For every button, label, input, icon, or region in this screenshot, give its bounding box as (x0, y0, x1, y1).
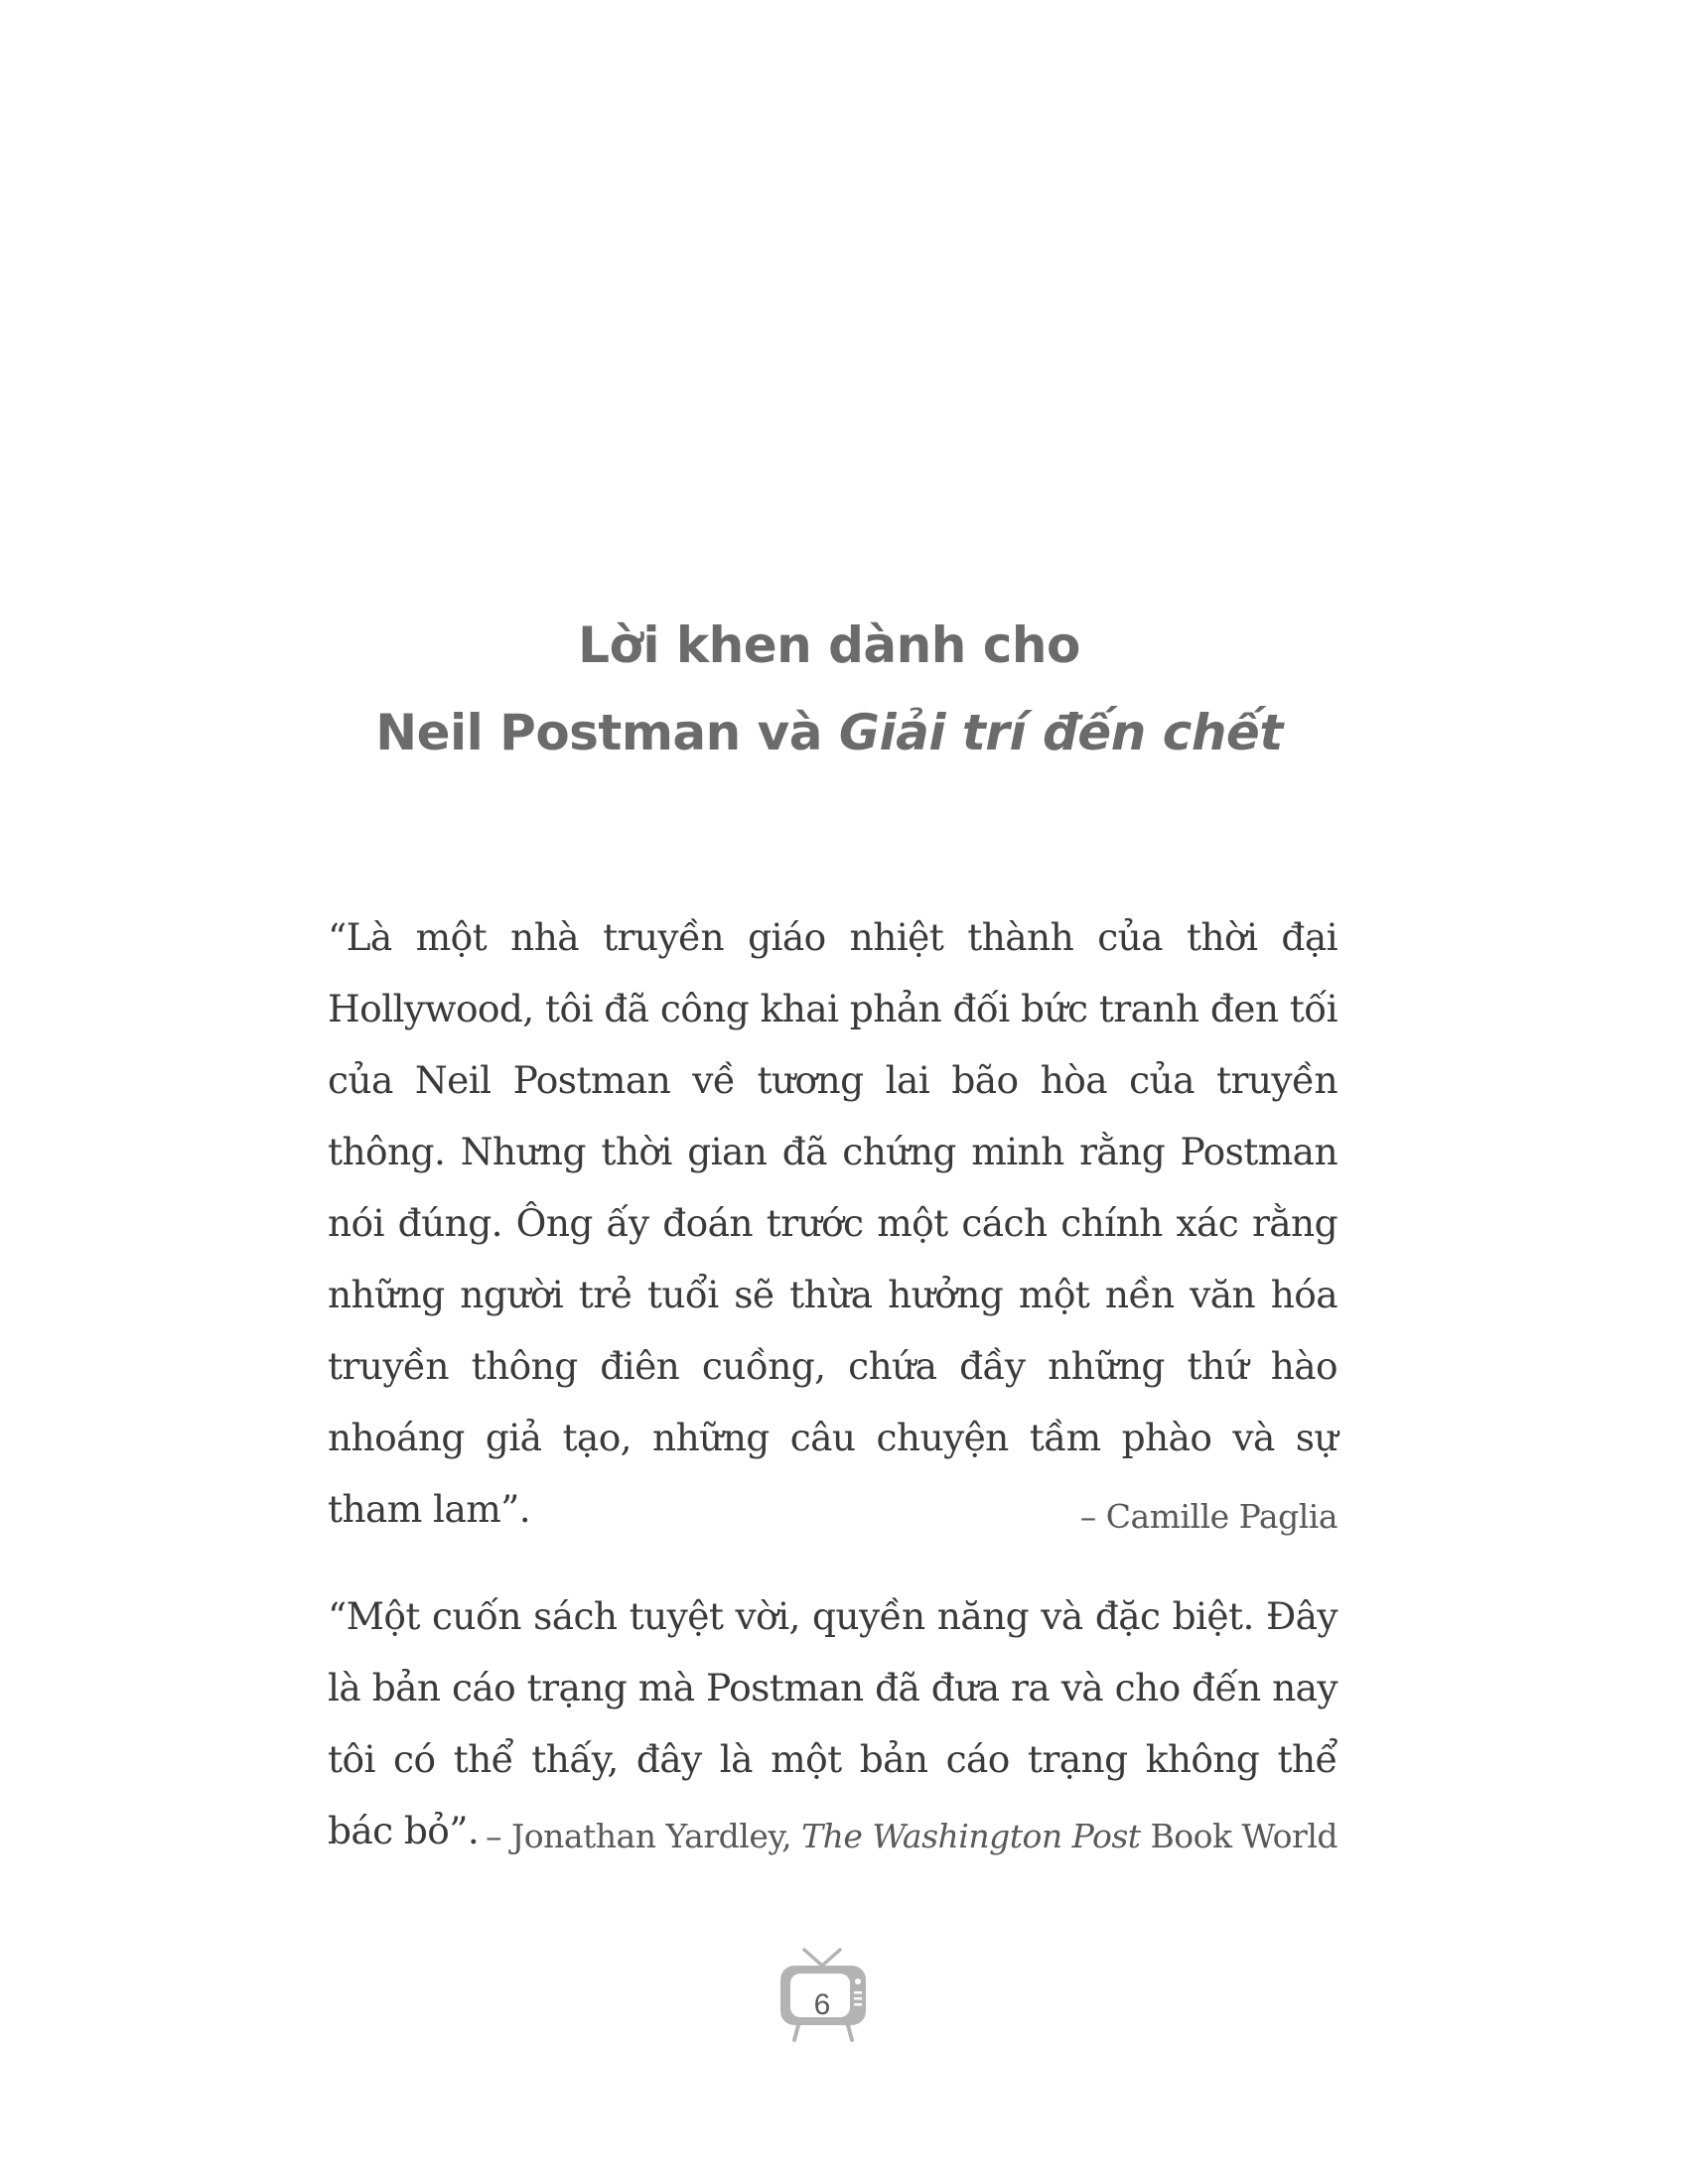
publication-suffix: Book World (1140, 1817, 1337, 1855)
title-line-2 (0, 689, 1658, 776)
title-line-2-prefix: Neil Postman và (375, 703, 839, 761)
testimonial-author-paglia: – Camille Paglia (1079, 1497, 1337, 1536)
author-name: – Jonathan Yardley, (486, 1817, 802, 1855)
book-title: Giải trí đến chết (838, 703, 1283, 761)
page-title (0, 602, 1658, 776)
page-number-badge (778, 1946, 878, 2045)
title-line-1: Lời khen dành cho (578, 615, 1080, 674)
testimonial-quote-yardley: “Một cuốn sách tuyệt vời, quyền năng và đặc biệt. Đây là bản cáo trạng mà Postman đã đưa ra và cho đến nay tôi có thể thấy, đây là một bản cáo trạng không thể bác bỏ”. (328, 1594, 1337, 1852)
page-number: 6 (813, 1988, 831, 2021)
publication-title: The Washington Post (801, 1817, 1141, 1855)
testimonial-author-yardley (486, 1817, 1337, 1855)
testimonial-quote-paglia: “Là một nhà truyền giáo nhiệt thành của thời đại Hollywood, tôi đã công khai phản đối bức tranh đen tối của Neil Postman về tương lai bão hòa của truyền thông. Nhưng thời gian đã chứng minh rằng Postman nói đúng. Ông ấy đoán trước một cách chính xác rằng những người trẻ tuổi sẽ thừa hưởng một nền văn hóa truyền thông điên cuồng, chứa đầy những thứ hào nhoáng giả tạo, những câu chuyện tầm phào và sự tham lam”. (328, 915, 1337, 1531)
